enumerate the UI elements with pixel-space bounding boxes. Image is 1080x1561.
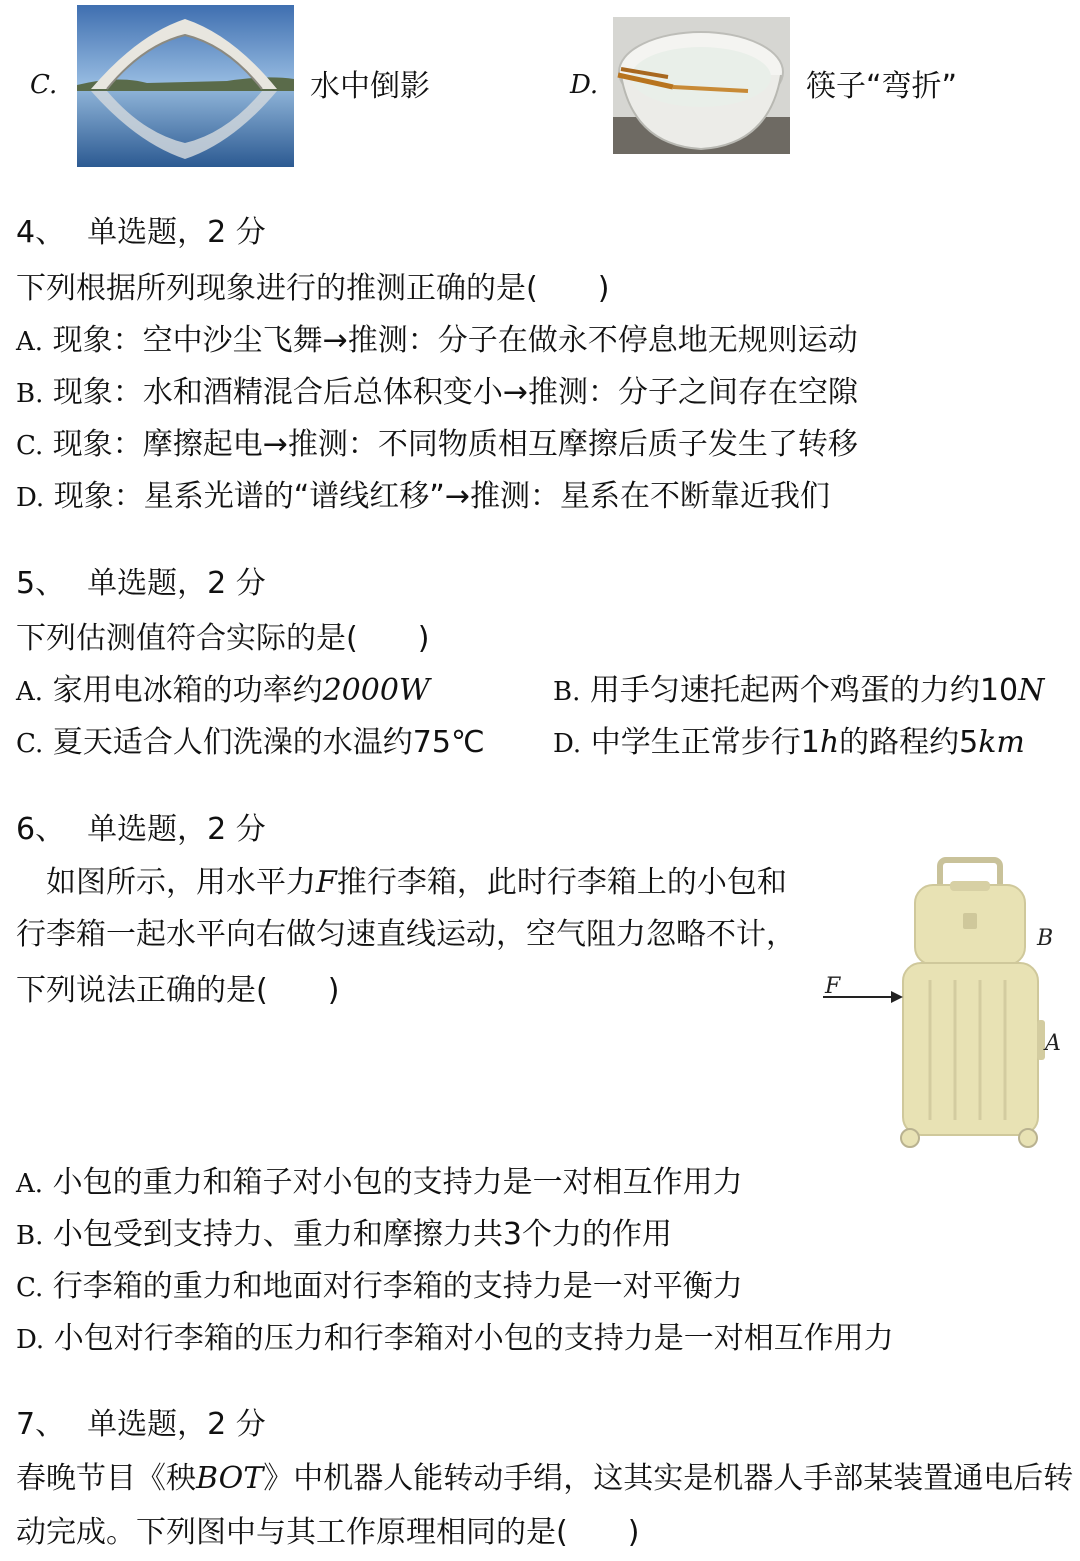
q4-type: 单选题，2 分 bbox=[87, 215, 266, 250]
q4-number: 4、 bbox=[16, 215, 66, 250]
q6-option-d[interactable]: D. 小包对行李箱的压力和行李箱对小包的支持力是一对相互作用力 bbox=[16, 1321, 894, 1356]
q5-option-d[interactable]: D. 中学生正常步行1h的路程约5km bbox=[553, 725, 1025, 760]
q4-option-c[interactable]: C. 现象：摩擦起电→推测：不同物质相互摩擦后质子发生了转移 bbox=[16, 427, 858, 462]
label-b: B bbox=[1037, 926, 1054, 951]
q7-stem-line2: 动完成。下列图中与其工作原理相同的是( ) bbox=[16, 1515, 640, 1550]
q5-number: 5、 bbox=[16, 566, 66, 601]
q6-number: 6、 bbox=[16, 812, 66, 847]
q6-stem-line3: 下列说法正确的是( ) bbox=[16, 973, 340, 1008]
suitcase-figure bbox=[815, 855, 1065, 1155]
q4-stem: 下列根据所列现象进行的推测正确的是( ) bbox=[16, 271, 610, 306]
q6-stem-line1: 如图所示，用水平力F推行李箱，此时行李箱上的小包和 bbox=[16, 865, 787, 900]
option-d-caption: 筷子“弯折” bbox=[806, 69, 958, 104]
q6-header bbox=[16, 811, 266, 849]
q5-header bbox=[16, 565, 266, 603]
option-c-letter: C. bbox=[30, 70, 58, 100]
q5-type: 单选题，2 分 bbox=[87, 566, 266, 601]
q7-type: 单选题，2 分 bbox=[87, 1407, 266, 1442]
q4-option-d[interactable]: D. 现象：星系光谱的“谱线红移”→推测：星系在不断靠近我们 bbox=[16, 479, 830, 514]
option-c-caption: 水中倒影 bbox=[310, 69, 430, 104]
q6-option-b[interactable]: B. 小包受到支持力、重力和摩擦力共3个力的作用 bbox=[16, 1217, 673, 1252]
q4-header bbox=[16, 214, 266, 252]
q7-header bbox=[16, 1406, 266, 1444]
bridge-reflection-photo bbox=[77, 5, 294, 167]
option-d-letter: D. bbox=[570, 70, 599, 100]
q4-option-b[interactable]: B. 现象：水和酒精混合后总体积变小→推测：分子之间存在空隙 bbox=[16, 375, 859, 410]
q7-number: 7、 bbox=[16, 1407, 66, 1442]
q5-option-c[interactable]: C. 夏天适合人们洗澡的水温约75℃ bbox=[16, 725, 485, 760]
q6-option-a[interactable]: A. 小包的重力和箱子对小包的支持力是一对相互作用力 bbox=[16, 1165, 743, 1200]
q7-stem-line1: 春晚节目《秧BOT》中机器人能转动手绢，这其实是机器人手部某装置通电后转 bbox=[16, 1461, 1074, 1496]
q5-option-b[interactable]: B. 用手匀速托起两个鸡蛋的力约10N bbox=[553, 673, 1045, 708]
q5-option-a[interactable]: A. 家用电冰箱的功率约2000W bbox=[16, 673, 430, 708]
q4-option-a[interactable]: A. 现象：空中沙尘飞舞→推测：分子在做永不停息地无规则运动 bbox=[16, 323, 858, 358]
label-f: F bbox=[825, 974, 841, 999]
q6-type: 单选题，2 分 bbox=[87, 812, 266, 847]
label-a: A bbox=[1045, 1031, 1061, 1056]
chopsticks-bowl-photo bbox=[613, 17, 790, 154]
q5-stem: 下列估测值符合实际的是( ) bbox=[16, 621, 430, 656]
q6-option-c[interactable]: C. 行李箱的重力和地面对行李箱的支持力是一对平衡力 bbox=[16, 1269, 743, 1304]
q6-stem-line2: 行李箱一起水平向右做匀速直线运动，空气阻力忽略不计， bbox=[16, 917, 796, 952]
